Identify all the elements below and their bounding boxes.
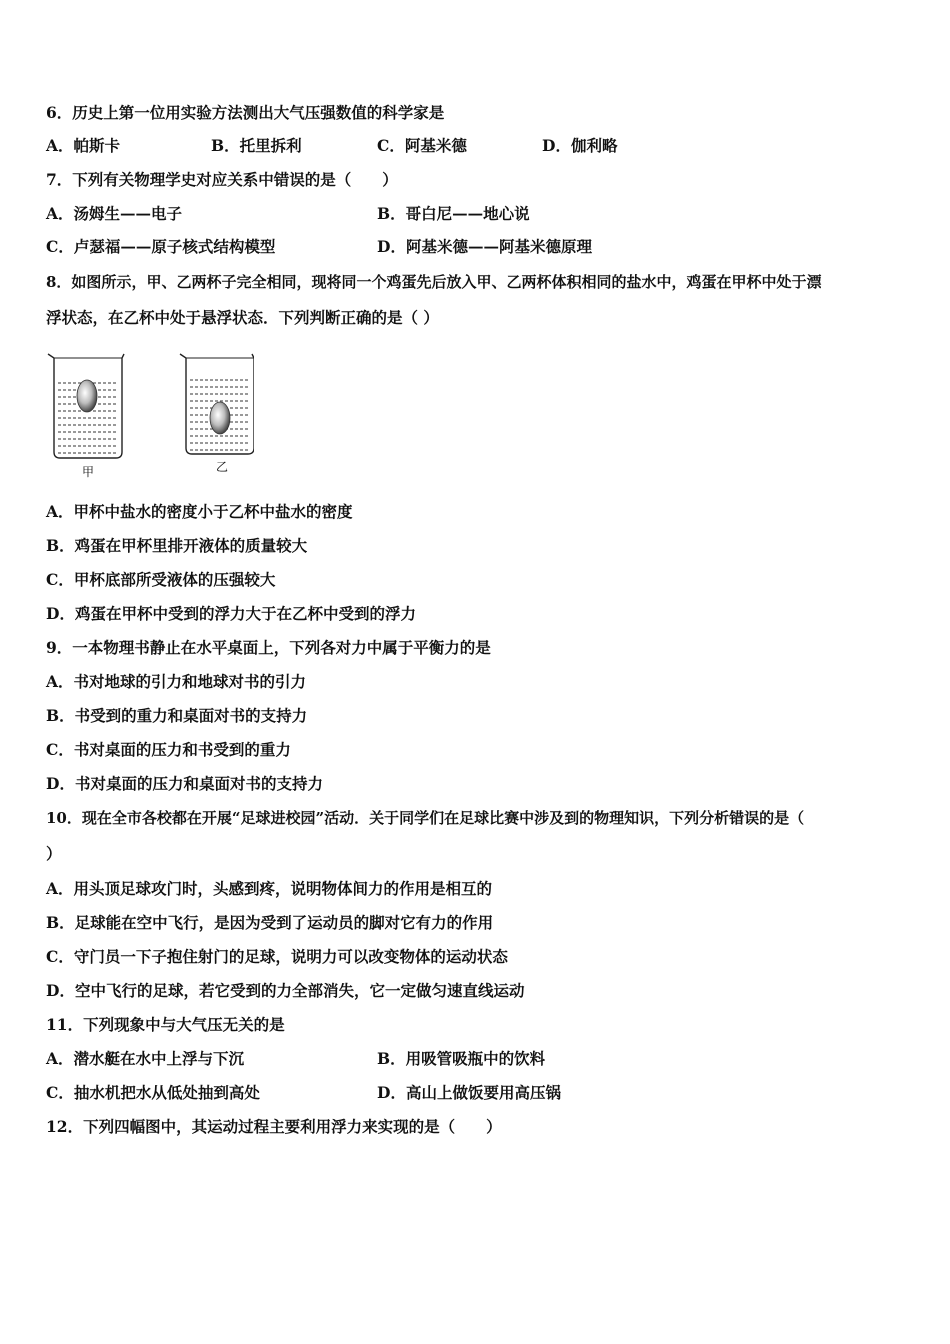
q11-option-b: B．用吸管吸瓶中的饮料 bbox=[377, 1049, 546, 1068]
q9-option-b: B．书受到的重力和桌面对书的支持力 bbox=[46, 706, 308, 725]
q6-stem: 6．历史上第一位用实验方法测出大气压强数值的科学家是 bbox=[46, 103, 445, 122]
q6-option-b: B．托里拆利 bbox=[211, 136, 302, 155]
q8-option-b: B．鸡蛋在甲杯里排开液体的质量较大 bbox=[46, 536, 308, 555]
q8-figure bbox=[44, 350, 254, 480]
q10-option-c: C．守门员一下子抱住射门的足球，说明力可以改变物体的运动状态 bbox=[46, 947, 508, 966]
label-jia: 甲 bbox=[82, 465, 95, 479]
q10-option-b: B．足球能在空中飞行，是因为受到了运动员的脚对它有力的作用 bbox=[46, 913, 494, 932]
q10-option-a: A．用头顶足球攻门时，头感到疼，说明物体间力的作用是相互的 bbox=[46, 879, 493, 898]
q12-stem: 12．下列四幅图中，其运动过程主要利用浮力来实现的是（ ） bbox=[46, 1117, 502, 1136]
q9-option-a: A．书对地球的引力和地球对书的引力 bbox=[46, 672, 307, 691]
q10-stem-line1: 10．现在全市各校都在开展“足球进校园”活动．关于同学们在足球比赛中涉及到的物理知识，下列分析错误的是（ bbox=[46, 809, 805, 827]
egg-suspended bbox=[210, 402, 230, 434]
q10-option-d: D．空中飞行的足球，若它受到的力全部消失，它一定做匀速直线运动 bbox=[46, 981, 525, 1000]
q7-option-d: D．阿基米德——阿基米德原理 bbox=[377, 237, 592, 256]
beaker-jia bbox=[48, 354, 124, 458]
q8-stem-line2: 浮状态，在乙杯中处于悬浮状态．下列判断正确的是（ ） bbox=[46, 308, 439, 327]
q8-option-a: A．甲杯中盐水的密度小于乙杯中盐水的密度 bbox=[46, 502, 353, 521]
q6-option-d: D．伽利略 bbox=[542, 136, 618, 155]
q6-option-a: A．帕斯卡 bbox=[46, 136, 121, 155]
q8-option-c: C．甲杯底部所受液体的压强较大 bbox=[46, 570, 276, 589]
q11-option-c: C．抽水机把水从低处抽到高处 bbox=[46, 1083, 260, 1102]
q7-option-b: B．哥白尼——地心说 bbox=[377, 204, 530, 223]
q11-stem: 11．下列现象中与大气压无关的是 bbox=[46, 1015, 285, 1034]
q7-option-a: A．汤姆生——电子 bbox=[46, 204, 183, 223]
q8-option-d: D．鸡蛋在甲杯中受到的浮力大于在乙杯中受到的浮力 bbox=[46, 604, 416, 623]
q7-stem: 7．下列有关物理学史对应关系中错误的是（ ） bbox=[46, 170, 398, 189]
label-yi: 乙 bbox=[216, 460, 229, 474]
q8-stem-line1: 8．如图所示，甲、乙两杯子完全相同，现将同一个鸡蛋先后放入甲、乙两杯体积相同的盐水中，鸡蛋在甲杯中处于漂 bbox=[46, 273, 822, 291]
q7-option-c: C．卢瑟福——原子核式结构模型 bbox=[46, 237, 276, 256]
q11-option-a: A．潜水艇在水中上浮与下沉 bbox=[46, 1049, 245, 1068]
q9-option-c: C．书对桌面的压力和书受到的重力 bbox=[46, 740, 291, 759]
q9-stem: 9．一本物理书静止在水平桌面上，下列各对力中属于平衡力的是 bbox=[46, 638, 491, 657]
q11-option-d: D．高山上做饭要用高压锅 bbox=[377, 1083, 561, 1102]
q6-option-c: C．阿基米德 bbox=[377, 136, 467, 155]
q10-stem-line2: ） bbox=[46, 844, 62, 863]
egg-floating bbox=[77, 380, 97, 412]
beaker-yi bbox=[180, 354, 254, 454]
q9-option-d: D．书对桌面的压力和桌面对书的支持力 bbox=[46, 774, 323, 793]
